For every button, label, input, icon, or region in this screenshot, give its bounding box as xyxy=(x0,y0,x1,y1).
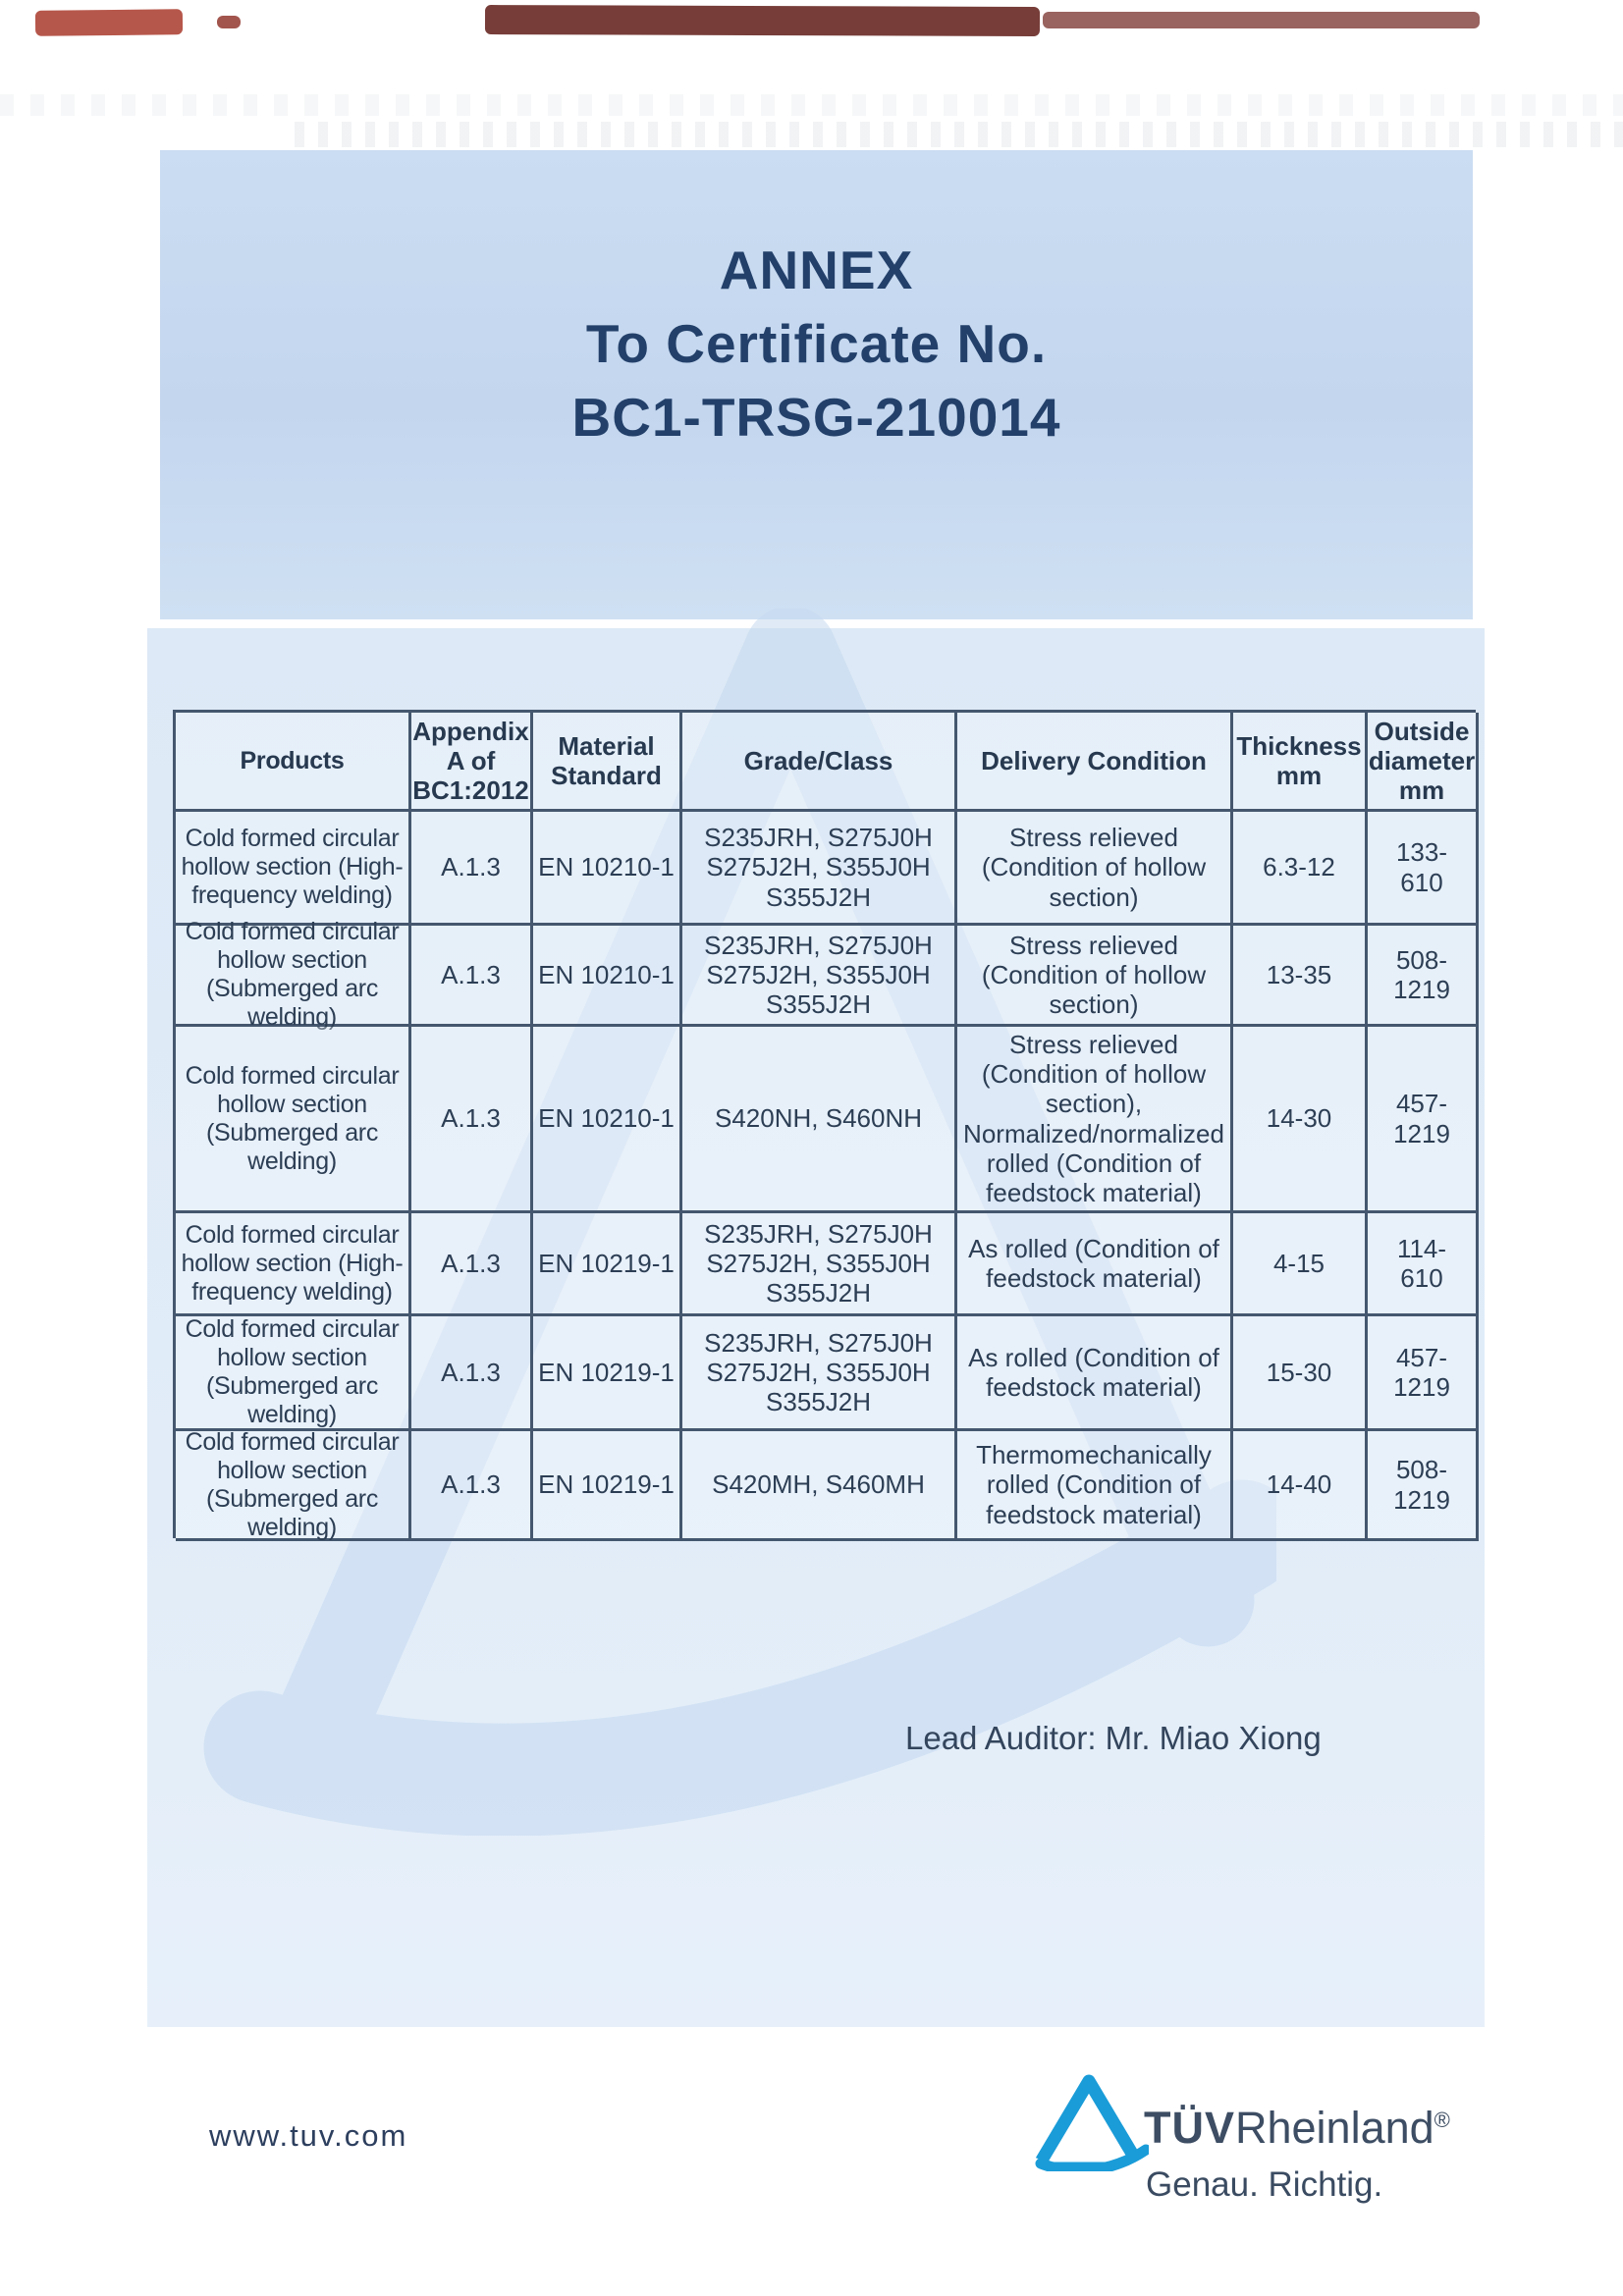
col-header-outside-diameter: Outside diameter mm xyxy=(1368,713,1479,812)
brand-tagline: Genau. Richtig. xyxy=(1146,2165,1383,2204)
scan-artifact xyxy=(217,16,241,28)
table-cell-thickness: 14-30 xyxy=(1233,1027,1368,1213)
table-cell-grade: S235JRH, S275J0H S275J2H, S355J0H S355J2H xyxy=(682,1213,957,1316)
certificate-number: BC1-TRSG-210014 xyxy=(571,387,1061,448)
table-cell-thickness: 13-35 xyxy=(1233,926,1368,1027)
table-cell-products: Cold formed circular hollow section (Submerged arc welding) xyxy=(176,1027,411,1213)
scan-artifact xyxy=(1043,12,1480,28)
table-cell-thickness: 14-40 xyxy=(1233,1431,1368,1541)
scan-artifact xyxy=(295,122,1623,147)
table-cell-standard: EN 10210-1 xyxy=(533,812,682,926)
col-header-appendix: Appendix A of BC1:2012 xyxy=(411,713,533,812)
table-cell-grade: S235JRH, S275J0H S275J2H, S355J0H S355J2H xyxy=(682,812,957,926)
table-cell-appendix: A.1.3 xyxy=(411,1316,533,1431)
table-cell-standard: EN 10210-1 xyxy=(533,1027,682,1213)
table-cell-products: Cold formed circular hollow section (High-frequency welding) xyxy=(176,812,411,926)
table-cell-standard: EN 10210-1 xyxy=(533,926,682,1027)
scan-artifact xyxy=(485,5,1040,36)
page-title xyxy=(160,234,1473,454)
table-cell-delivery: Stress relieved (Condition of hollow section) xyxy=(957,926,1233,1027)
table-cell-products: Cold formed circular hollow section (Submerged arc welding) xyxy=(176,1431,411,1541)
table-cell-products: Cold formed circular hollow section (Submerged arc welding) xyxy=(176,926,411,1027)
table-cell-appendix: A.1.3 xyxy=(411,812,533,926)
col-header-material-standard: Material Standard xyxy=(533,713,682,812)
col-header-thickness: Thickness mm xyxy=(1233,713,1368,812)
table-cell-outside-diameter: 114-610 xyxy=(1368,1213,1479,1316)
title-certificate-line: To Certificate No. xyxy=(585,313,1048,374)
products-table xyxy=(173,710,1476,1541)
col-header-grade-class: Grade/Class xyxy=(682,713,957,812)
table-cell-appendix: A.1.3 xyxy=(411,1431,533,1541)
table-cell-grade: S420NH, S460NH xyxy=(682,1027,957,1213)
table-cell-outside-diameter: 457-1219 xyxy=(1368,1316,1479,1431)
table-cell-outside-diameter: 508-1219 xyxy=(1368,926,1479,1027)
col-header-delivery-condition: Delivery Condition xyxy=(957,713,1233,812)
table-cell-thickness: 6.3-12 xyxy=(1233,812,1368,926)
brand-rheinland: Rheinland xyxy=(1235,2103,1434,2153)
table-cell-delivery: As rolled (Condition of feedstock material) xyxy=(957,1316,1233,1431)
table-cell-appendix: A.1.3 xyxy=(411,1027,533,1213)
table-cell-appendix: A.1.3 xyxy=(411,926,533,1027)
table-cell-outside-diameter: 133-610 xyxy=(1368,812,1479,926)
tuv-triangle-icon xyxy=(1029,2073,1149,2171)
website-link: www.tuv.com xyxy=(209,2118,408,2153)
table-cell-standard: EN 10219-1 xyxy=(533,1316,682,1431)
table-cell-thickness: 4-15 xyxy=(1233,1213,1368,1316)
table-cell-grade: S235JRH, S275J0H S275J2H, S355J0H S355J2H xyxy=(682,926,957,1027)
table-cell-outside-diameter: 508-1219 xyxy=(1368,1431,1479,1541)
registered-trademark: ® xyxy=(1434,2108,1450,2132)
table-cell-products: Cold formed circular hollow section (Submerged arc welding) xyxy=(176,1316,411,1431)
table-cell-delivery: Stress relieved (Condition of hollow section) xyxy=(957,812,1233,926)
table-cell-delivery: Stress relieved (Condition of hollow section), Normalized/normalized rolled (Condition of feedstock material) xyxy=(957,1027,1233,1213)
lead-auditor-line: Lead Auditor: Mr. Miao Xiong xyxy=(905,1720,1322,1756)
table-cell-delivery: As rolled (Condition of feedstock material) xyxy=(957,1213,1233,1316)
table-cell-standard: EN 10219-1 xyxy=(533,1213,682,1316)
scan-artifact xyxy=(0,94,1623,116)
table-cell-standard: EN 10219-1 xyxy=(533,1431,682,1541)
table-cell-grade: S420MH, S460MH xyxy=(682,1431,957,1541)
table-cell-appendix: A.1.3 xyxy=(411,1213,533,1316)
table-cell-grade: S235JRH, S275J0H S275J2H, S355J0H S355J2H xyxy=(682,1316,957,1431)
table-cell-thickness: 15-30 xyxy=(1233,1316,1368,1431)
table-cell-delivery: Thermomechanically rolled (Condition of feedstock material) xyxy=(957,1431,1233,1541)
col-header-products: Products xyxy=(176,713,411,812)
brand-tuv: TÜV xyxy=(1144,2103,1235,2153)
scan-artifact xyxy=(35,9,183,36)
table-cell-outside-diameter: 457-1219 xyxy=(1368,1027,1479,1213)
brand-wordmark xyxy=(1144,2103,1450,2154)
table-cell-products: Cold formed circular hollow section (High-frequency welding) xyxy=(176,1213,411,1316)
title-annex: ANNEX xyxy=(719,240,914,300)
